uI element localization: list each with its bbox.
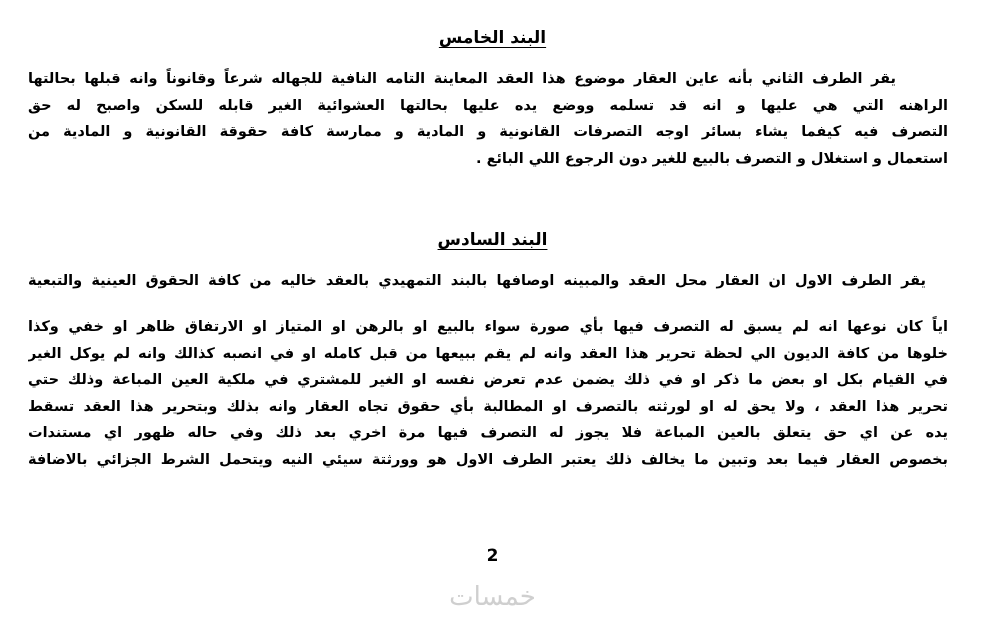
article5-line: استعمال و استغلال و التصرف بالبيع للغير دون الرجوع اللي البائع . <box>476 150 948 167</box>
article5-line: التصرف فيه كيفما يشاء بسائر اوجه التصرفات القانونية و المادية و ممارسة كافة حقوقة القانونية و المادية من <box>28 124 948 140</box>
article5-body <box>28 66 948 172</box>
article6-intro-line: يقر الطرف الاول ان العقار محل العقد والمبينه اوصافها بالبند التمهيدي بالعقد خاليه من كافة الحقوق العينية والتبعية <box>28 273 926 289</box>
article5-title: البند الخامس <box>438 28 547 48</box>
watermark-logo: خمسات <box>449 582 536 612</box>
article5-line: يقر الطرف الثاني بأنه عاين العقار موضوع هذا العقد المعاينة التامه النافية للجهاله شرعاً وقانوناً وانه قبلها بحالتها <box>28 71 896 87</box>
article6-line: خلوها من كافة الديون الي لحظة تحرير هذا العقد وانه لم يقم ببيعها من قبل كامله او في انصبه كذالك وانه لم يوكل الغير <box>28 345 948 362</box>
article6-line: في القيام بكل او بعض ما ذكر او في ذلك يضمن عدم تعرض نفسه او الغير للمشتري في ملكية العين المباعة وذلك حتي <box>28 372 948 388</box>
article6-line: يده عن اي حق يتعلق بالعين المباعة فلا يجوز له التصرف فيها مرة اخري بعد ذلك وفي حاله ظهور اي مستندات <box>28 425 948 441</box>
article5-line: الراهنه التي هي عليها و انه قد تسلمه ووضع يده عليها بحالتها العشوائية الغير قابله للسكن واصبح له حق <box>28 97 948 114</box>
article6-intro <box>28 268 948 295</box>
article6-line: تحرير هذا العقد ، ولا يحق له او لورثته بالتصرف او المطالبة بأي حقوق تجاه العقار وانه بذلك وبتحرير هذا العقد تسقط <box>28 398 948 415</box>
article5-heading <box>0 26 985 50</box>
article6-body <box>28 314 948 473</box>
article6-line: بخصوص العقار فيما بعد وتبين ما يخالف ذلك يعتبر الطرف الاول هو وورثتة سيئي النيه ويتحمل الشرط الجزائي بالاضافة <box>28 451 948 468</box>
article6-heading <box>0 228 985 252</box>
page-number: 2 <box>486 546 499 566</box>
article6-line: اياً كان نوعها انه لم يسبق له التصرف فيها بأي صورة سواء بالبيع او بالرهن او المتياز او الارتفاق ظاهر او خفي وكذا <box>28 319 948 335</box>
article6-title: البند السادس <box>437 230 548 250</box>
